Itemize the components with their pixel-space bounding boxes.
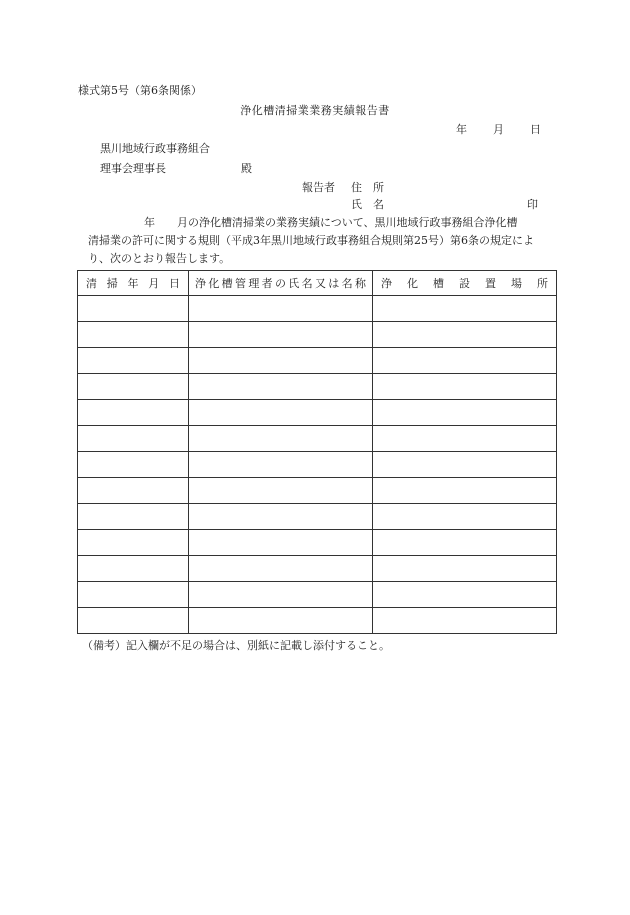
cell-installation-location[interactable] (373, 348, 557, 374)
header-char: 所 (537, 277, 548, 290)
table-row (78, 608, 557, 634)
table-row (78, 582, 557, 608)
cell-cleaning-date[interactable] (78, 556, 189, 582)
remarks-note: （備考）記入欄が不足の場合は、別紙に記載し添付すること。 (82, 639, 390, 652)
header-char: 氏 (288, 277, 300, 290)
header-char: 又 (314, 277, 326, 290)
header-char: 名 (301, 277, 313, 290)
table-row (78, 426, 557, 452)
body-line-1 (88, 214, 558, 232)
header-char: 槽 (221, 277, 233, 290)
document-title: 浄化槽清掃業業務実績報告書 (240, 104, 390, 117)
cell-manager-name[interactable] (189, 452, 373, 478)
header-installation-location (373, 271, 557, 296)
cell-installation-location[interactable] (373, 374, 557, 400)
body-line-3: り、次のとおり報告します。 (88, 252, 231, 265)
header-char: 槽 (433, 277, 444, 290)
date-line (456, 123, 541, 137)
cell-cleaning-date[interactable] (78, 582, 189, 608)
table-row (78, 296, 557, 322)
cell-cleaning-date[interactable] (78, 400, 189, 426)
cell-manager-name[interactable] (189, 478, 373, 504)
table-row (78, 322, 557, 348)
cell-installation-location[interactable] (373, 400, 557, 426)
header-char: 者 (261, 277, 273, 290)
cell-cleaning-date[interactable] (78, 348, 189, 374)
cell-cleaning-date[interactable] (78, 530, 189, 556)
cell-installation-location[interactable] (373, 556, 557, 582)
cell-manager-name[interactable] (189, 608, 373, 634)
cell-manager-name[interactable] (189, 296, 373, 322)
cell-manager-name[interactable] (189, 556, 373, 582)
table-row (78, 400, 557, 426)
date-year-label: 年 (456, 123, 467, 136)
table-row (78, 374, 557, 400)
table-row (78, 452, 557, 478)
cell-cleaning-date[interactable] (78, 608, 189, 634)
cell-cleaning-date[interactable] (78, 478, 189, 504)
header-char: 清 (86, 277, 97, 290)
report-body-text (88, 214, 558, 268)
cell-manager-name[interactable] (189, 426, 373, 452)
cell-installation-location[interactable] (373, 530, 557, 556)
table-row (78, 348, 557, 374)
header-char: 浄 (381, 277, 392, 290)
cell-cleaning-date[interactable] (78, 426, 189, 452)
header-manager-name (189, 271, 373, 296)
cell-manager-name[interactable] (189, 400, 373, 426)
seal-mark: 印 (527, 198, 538, 211)
cell-manager-name[interactable] (189, 322, 373, 348)
header-char: 設 (459, 277, 470, 290)
cell-cleaning-date[interactable] (78, 504, 189, 530)
header-char: 化 (208, 277, 220, 290)
form-number: 様式第5号（第6条関係） (78, 84, 202, 97)
header-char: 日 (169, 277, 180, 290)
cell-manager-name[interactable] (189, 582, 373, 608)
header-char: 称 (354, 277, 366, 290)
addressee-title: 理事会理事長 (100, 162, 166, 175)
date-month-label: 月 (493, 123, 504, 136)
cell-cleaning-date[interactable] (78, 452, 189, 478)
table-row (78, 530, 557, 556)
header-char: は (328, 277, 340, 290)
addressee-organization: 黒川地域行政事務組合 (100, 142, 210, 155)
table-row (78, 556, 557, 582)
table-row (78, 478, 557, 504)
header-char: 名 (341, 277, 353, 290)
cell-installation-location[interactable] (373, 608, 557, 634)
cell-installation-location[interactable] (373, 504, 557, 530)
table-header-row (78, 271, 557, 296)
header-char: の (274, 277, 286, 290)
header-char: 年 (127, 277, 139, 290)
cell-installation-location[interactable] (373, 426, 557, 452)
cell-manager-name[interactable] (189, 504, 373, 530)
header-char: 月 (148, 277, 160, 290)
date-day-label: 日 (530, 123, 541, 136)
header-char: 場 (511, 277, 522, 290)
body-line-1-text: 月の浄化槽清掃業の業務実績について、黒川地域行政事務組合浄化槽 (177, 216, 518, 229)
header-char: 浄 (195, 277, 206, 290)
cell-installation-location[interactable] (373, 452, 557, 478)
cell-cleaning-date[interactable] (78, 296, 189, 322)
cell-manager-name[interactable] (189, 530, 373, 556)
cell-manager-name[interactable] (189, 348, 373, 374)
table-row (78, 504, 557, 530)
cell-installation-location[interactable] (373, 322, 557, 348)
header-cleaning-date (78, 271, 189, 296)
addressee-honorific: 殿 (241, 162, 252, 175)
header-char: 化 (407, 277, 418, 290)
reporter-name-label: 氏 名 (351, 198, 384, 211)
body-year-label: 年 (144, 216, 155, 229)
header-char: 置 (485, 277, 496, 290)
reporter-address-label: 住 所 (351, 181, 384, 194)
reporter-label: 報告者 (302, 181, 335, 194)
cell-installation-location[interactable] (373, 296, 557, 322)
header-char: 掃 (106, 277, 118, 290)
header-char: 管 (234, 277, 246, 290)
cell-manager-name[interactable] (189, 374, 373, 400)
header-char: 理 (248, 277, 260, 290)
cell-cleaning-date[interactable] (78, 374, 189, 400)
cleaning-record-table (77, 270, 557, 634)
cell-installation-location[interactable] (373, 478, 557, 504)
cell-cleaning-date[interactable] (78, 322, 189, 348)
cell-installation-location[interactable] (373, 582, 557, 608)
body-line-2: 清掃業の許可に関する規則（平成3年黒川地域行政事務組合規則第25号）第6条の規定によ (88, 234, 534, 247)
